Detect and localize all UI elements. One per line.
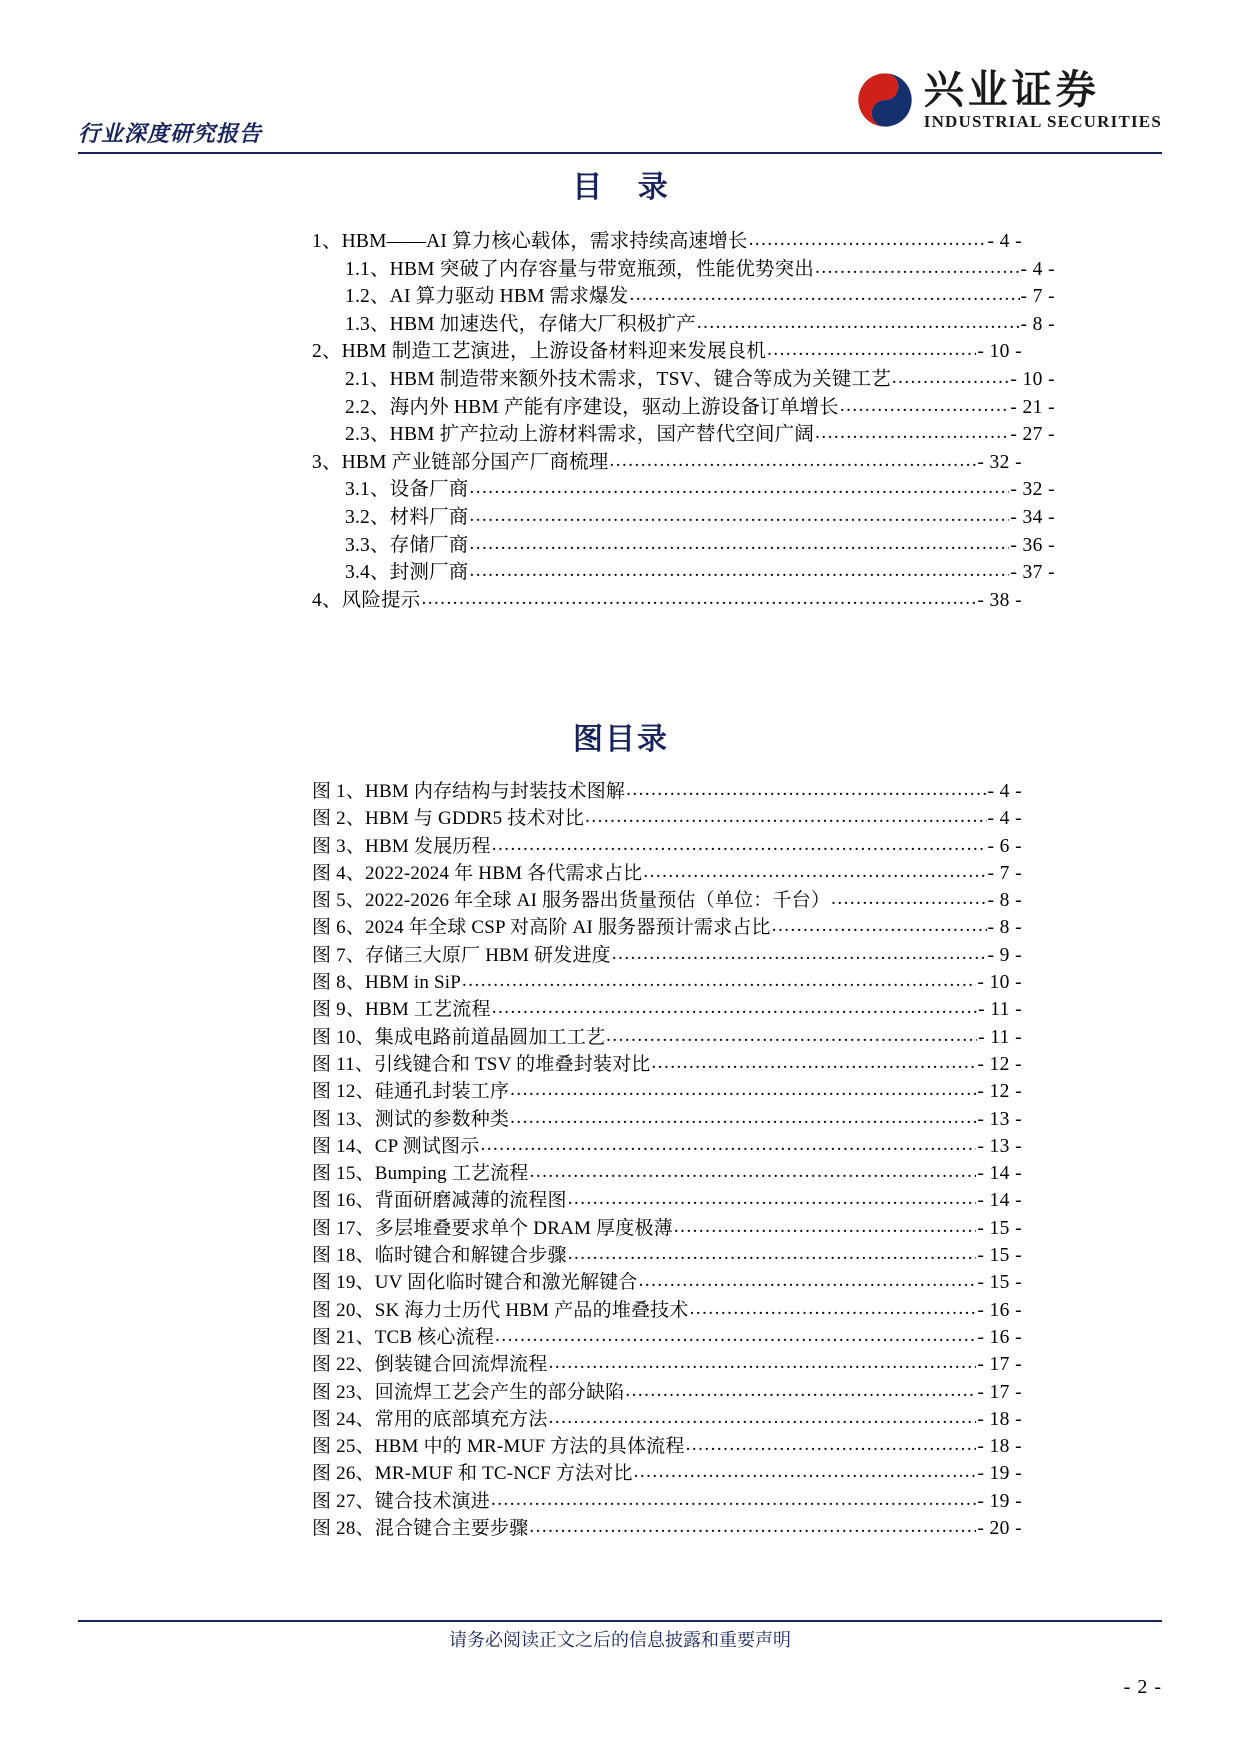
toc-leader-dots xyxy=(568,1240,977,1267)
toc-leader-dots xyxy=(469,502,1009,530)
toc-entry[interactable] xyxy=(312,1488,1022,1515)
toc-entry-page: - 21 - xyxy=(1010,396,1055,418)
toc-entry[interactable] xyxy=(312,338,1022,366)
figure-list xyxy=(312,778,1022,1542)
toc-leader-dots xyxy=(495,1322,976,1349)
toc-entry-label: 2.2、海内外 HBM 产能有序建设，驱动上游设备订单增长 xyxy=(345,396,839,418)
toc-entry[interactable] xyxy=(312,1187,1022,1214)
toc-leader-dots xyxy=(421,585,976,613)
toc-entry[interactable] xyxy=(312,421,1055,449)
toc-entry-page: - 11 - xyxy=(978,999,1022,1021)
toc-entry-page: - 4 - xyxy=(1020,258,1055,280)
toc-entry-page: - 20 - xyxy=(977,1518,1022,1540)
toc-entry-page: - 17 - xyxy=(977,1354,1022,1376)
toc-entry-label: 图 18、临时键合和解键合步骤 xyxy=(312,1245,567,1267)
toc-leader-dots xyxy=(510,1104,976,1131)
toc-entry-page: - 4 - xyxy=(987,808,1022,830)
toc-leader-dots xyxy=(815,254,1019,282)
toc-entry-label: 2、HBM 制造工艺演进，上游设备材料迎来发展良机 xyxy=(312,341,767,363)
toc-leader-dots xyxy=(767,336,976,364)
toc-entry-label: 图 9、HBM 工艺流程 xyxy=(312,999,491,1021)
toc-leader-dots xyxy=(643,858,986,885)
toc-entry-page: - 32 - xyxy=(977,451,1022,473)
toc-entry-label: 图 1、HBM 内存结构与封装技术图解 xyxy=(312,781,626,802)
header-divider xyxy=(78,152,1162,154)
toc-leader-dots xyxy=(626,776,986,803)
toc-entry-label: 图 23、回流焊工艺会产生的部分缺陷 xyxy=(312,1381,625,1403)
toc-leader-dots xyxy=(469,474,1009,502)
toc-entry-page: - 10 - xyxy=(977,341,1022,363)
toc-entry[interactable] xyxy=(312,1269,1022,1296)
page-header xyxy=(78,68,1162,154)
industrial-securities-mark-icon xyxy=(856,71,914,129)
toc-entry[interactable] xyxy=(312,1406,1022,1433)
toc-entry-label: 图 4、2022-2024 年 HBM 各代需求占比 xyxy=(312,862,643,884)
toc-entry-page: - 19 - xyxy=(977,1463,1022,1485)
toc-entry[interactable] xyxy=(312,1324,1022,1351)
toc-entry-label: 图 15、Bumping 工艺流程 xyxy=(312,1163,529,1185)
toc-entry-page: - 15 - xyxy=(977,1272,1022,1294)
toc-entry[interactable] xyxy=(312,532,1055,560)
toc-entry[interactable] xyxy=(312,1215,1022,1242)
toc-leader-dots xyxy=(469,530,1009,558)
toc-entry[interactable] xyxy=(312,283,1055,311)
toc-leader-dots xyxy=(674,1213,976,1240)
toc-leader-dots xyxy=(686,1431,977,1458)
toc-leader-dots xyxy=(480,1131,976,1158)
toc-leader-dots xyxy=(697,309,1020,337)
toc-entry[interactable] xyxy=(312,969,1022,996)
toc-leader-dots xyxy=(568,1185,977,1212)
toc-entry[interactable] xyxy=(312,311,1055,339)
toc-entry[interactable] xyxy=(312,805,1022,832)
toc-entry[interactable] xyxy=(312,1297,1022,1324)
toc-entry-page: - 13 - xyxy=(977,1108,1022,1130)
toc-entry[interactable] xyxy=(312,228,1022,256)
toc-entry-label: 1.2、AI 算力驱动 HBM 需求爆发 xyxy=(345,286,629,308)
toc-leader-dots xyxy=(462,967,976,994)
toc-entry-page: - 8 - xyxy=(987,917,1022,939)
toc-entry[interactable] xyxy=(312,476,1055,504)
toc-entry[interactable] xyxy=(312,1133,1022,1160)
toc-entry-label: 图 12、硅通孔封装工序 xyxy=(312,1081,510,1103)
toc-leader-dots xyxy=(491,1486,976,1513)
toc-leader-dots xyxy=(492,994,977,1021)
toc-entry-label: 图 25、HBM 中的 MR-MUF 方法的具体流程 xyxy=(312,1436,685,1458)
toc-entry-page: - 15 - xyxy=(977,1245,1022,1267)
toc-entry-page: - 16 - xyxy=(977,1299,1022,1321)
toc-entry-label: 1.1、HBM 突破了内存容量与带宽瓶颈，性能优势突出 xyxy=(345,258,815,280)
toc-entry-label: 图 17、多层堆叠要求单个 DRAM 厚度极薄 xyxy=(312,1217,673,1239)
toc-entry-page: - 14 - xyxy=(977,1163,1022,1185)
toc-entry-page: - 34 - xyxy=(1010,506,1055,528)
toc-leader-dots xyxy=(815,419,1009,447)
toc-entry-label: 图 6、2024 年全球 CSP 对高阶 AI 服务器预计需求占比 xyxy=(312,917,771,939)
table-of-contents xyxy=(312,228,1055,614)
toc-entry-page: - 32 - xyxy=(1010,479,1055,501)
toc-leader-dots xyxy=(612,940,987,967)
toc-entry-label: 图 20、SK 海力士历代 HBM 产品的堆叠技术 xyxy=(312,1299,689,1321)
toc-entry-label: 3.3、存储厂商 xyxy=(345,534,469,556)
toc-entry[interactable] xyxy=(312,778,1022,805)
toc-leader-dots xyxy=(639,1267,977,1294)
logo-wordmark xyxy=(924,68,1162,132)
toc-entry[interactable] xyxy=(312,559,1055,587)
toc-entry-label: 3.4、封测厂商 xyxy=(345,562,469,584)
toc-entry[interactable] xyxy=(312,1515,1022,1542)
toc-entry-label: 图 7、存储三大原厂 HBM 研发进度 xyxy=(312,944,611,966)
logo-english-name: INDUSTRIAL SECURITIES xyxy=(923,112,1162,131)
toc-entry-page: - 12 - xyxy=(977,1053,1022,1075)
toc-entry-label: 图 11、引线键合和 TSV 的堆叠封装对比 xyxy=(312,1053,651,1075)
toc-entry[interactable] xyxy=(312,887,1022,914)
toc-entry[interactable] xyxy=(312,1379,1022,1406)
toc-entry-label: 1、HBM——AI 算力核心载体，需求持续高速增长 xyxy=(312,231,748,252)
toc-entry-label: 图 21、TCB 核心流程 xyxy=(312,1326,495,1348)
toc-entry[interactable] xyxy=(312,996,1022,1023)
toc-entry-label: 图 2、HBM 与 GDDR5 技术对比 xyxy=(312,808,585,830)
toc-leader-dots xyxy=(510,1076,976,1103)
toc-entry[interactable] xyxy=(312,1051,1022,1078)
toc-entry-label: 图 26、MR-MUF 和 TC-NCF 方法对比 xyxy=(312,1463,633,1485)
toc-leader-dots xyxy=(772,912,987,939)
toc-entry-page: - 19 - xyxy=(977,1490,1022,1512)
toc-leader-dots xyxy=(492,831,987,858)
toc-entry[interactable] xyxy=(312,833,1022,860)
toc-entry-label: 图 16、背面研磨减薄的流程图 xyxy=(312,1190,567,1212)
toc-leader-dots xyxy=(549,1349,977,1376)
toc-entry-page: - 10 - xyxy=(1010,368,1055,390)
toc-entry-page: - 10 - xyxy=(977,972,1022,994)
toc-leader-dots xyxy=(625,1377,976,1404)
toc-leader-dots xyxy=(585,803,986,830)
toc-entry-page: - 14 - xyxy=(977,1190,1022,1212)
toc-entry-label: 图 19、UV 固化临时键合和激光解键合 xyxy=(312,1272,638,1294)
figure-list-heading: 图目录 xyxy=(573,723,669,756)
footer-divider xyxy=(78,1620,1162,1622)
footer-page-number: - 2 - xyxy=(1123,1676,1162,1698)
toc-entry-page: - 12 - xyxy=(977,1081,1022,1103)
toc-entry-page: - 4 - xyxy=(987,781,1022,802)
toc-entry-page: - 17 - xyxy=(977,1381,1022,1403)
toc-entry-page: - 7 - xyxy=(987,862,1022,884)
toc-entry-label: 3、HBM 产业链部分国产厂商梳理 xyxy=(312,451,609,473)
toc-entry-label: 图 13、测试的参数种类 xyxy=(312,1108,510,1130)
toc-entry[interactable] xyxy=(312,587,1022,615)
toc-entry-page: - 36 - xyxy=(1010,534,1055,556)
toc-leader-dots xyxy=(831,885,986,912)
toc-leader-dots xyxy=(529,1513,976,1540)
toc-leader-dots xyxy=(749,226,987,254)
toc-leader-dots xyxy=(469,557,1009,585)
toc-entry-page: - 4 - xyxy=(987,231,1022,252)
toc-entry-label: 2.3、HBM 扩产拉动上游材料需求，国产替代空间广阔 xyxy=(345,424,815,446)
toc-entry[interactable] xyxy=(312,860,1022,887)
toc-entry-page: - 38 - xyxy=(977,589,1022,611)
toc-entry[interactable] xyxy=(312,1351,1022,1378)
toc-entry[interactable] xyxy=(312,942,1022,969)
toc-entry[interactable] xyxy=(312,1242,1022,1269)
toc-entry-label: 图 27、键合技术演进 xyxy=(312,1490,490,1512)
toc-entry-label: 图 10、集成电路前道晶圆加工工艺 xyxy=(312,1026,606,1048)
toc-entry[interactable] xyxy=(312,1078,1022,1105)
toc-entry[interactable] xyxy=(312,394,1055,422)
toc-entry[interactable] xyxy=(312,366,1055,394)
toc-entry-page: - 27 - xyxy=(1010,424,1055,446)
toc-leader-dots xyxy=(606,1022,977,1049)
report-type-label: 行业深度研究报告 xyxy=(78,121,263,146)
toc-leader-dots xyxy=(549,1404,977,1431)
toc-entry-label: 1.3、HBM 加速迭代，存储大厂积极扩产 xyxy=(345,313,696,335)
toc-entry-page: - 18 - xyxy=(977,1436,1022,1458)
toc-entry-page: - 13 - xyxy=(977,1135,1022,1157)
logo-chinese-name: 兴业证券 xyxy=(923,67,1100,112)
toc-entry[interactable] xyxy=(312,914,1022,941)
toc-entry-page: - 18 - xyxy=(977,1408,1022,1430)
toc-entry-label: 图 8、HBM in SiP xyxy=(312,972,462,994)
toc-entry-page: - 9 - xyxy=(987,944,1022,966)
toc-entry-label: 4、风险提示 xyxy=(312,589,421,611)
toc-entry[interactable] xyxy=(312,1460,1022,1487)
toc-entry-page: - 11 - xyxy=(978,1026,1022,1048)
toc-entry-page: - 7 - xyxy=(1020,286,1055,308)
toc-leader-dots xyxy=(892,364,1009,392)
toc-leader-dots xyxy=(530,1158,977,1185)
toc-entry-label: 2.1、HBM 制造带来额外技术需求，TSV、键合等成为关键工艺 xyxy=(345,368,891,390)
toc-entry-page: - 8 - xyxy=(1020,313,1055,335)
toc-entry-page: - 15 - xyxy=(977,1217,1022,1239)
toc-leader-dots xyxy=(690,1295,977,1322)
toc-entry-label: 图 5、2022-2026 年全球 AI 服务器出货量预估（单位：千台） xyxy=(312,890,831,912)
toc-entry-label: 图 14、CP 测试图示 xyxy=(312,1135,480,1157)
toc-entry[interactable] xyxy=(312,1106,1022,1133)
toc-leader-dots xyxy=(634,1458,977,1485)
toc-entry-label: 3.1、设备厂商 xyxy=(345,479,469,501)
toc-entry[interactable] xyxy=(312,1433,1022,1460)
footer-disclaimer: 请务必阅读正文之后的信息披露和重要声明 xyxy=(449,1630,791,1650)
toc-entry[interactable] xyxy=(312,1160,1022,1187)
toc-entry-page: - 16 - xyxy=(977,1326,1022,1348)
toc-entry[interactable] xyxy=(312,256,1055,284)
toc-leader-dots xyxy=(652,1049,977,1076)
toc-entry-label: 图 28、混合键合主要步骤 xyxy=(312,1518,529,1540)
toc-entry-label: 图 24、常用的底部填充方法 xyxy=(312,1408,548,1430)
toc-leader-dots xyxy=(609,447,976,475)
toc-entry-page: - 37 - xyxy=(1010,562,1055,584)
toc-leader-dots xyxy=(630,281,1020,309)
company-logo xyxy=(856,68,1162,132)
toc-entry-page: - 6 - xyxy=(987,835,1022,857)
toc-heading: 目 录 xyxy=(572,171,682,204)
toc-entry-label: 图 22、倒装键合回流焊流程 xyxy=(312,1354,548,1376)
toc-entry-label: 图 3、HBM 发展历程 xyxy=(312,835,491,857)
toc-entry-page: - 8 - xyxy=(987,890,1022,912)
toc-entry[interactable] xyxy=(312,449,1022,477)
toc-entry-label: 3.2、材料厂商 xyxy=(345,506,469,528)
toc-leader-dots xyxy=(840,392,1010,420)
toc-entry[interactable] xyxy=(312,504,1055,532)
toc-entry[interactable] xyxy=(312,1024,1022,1051)
